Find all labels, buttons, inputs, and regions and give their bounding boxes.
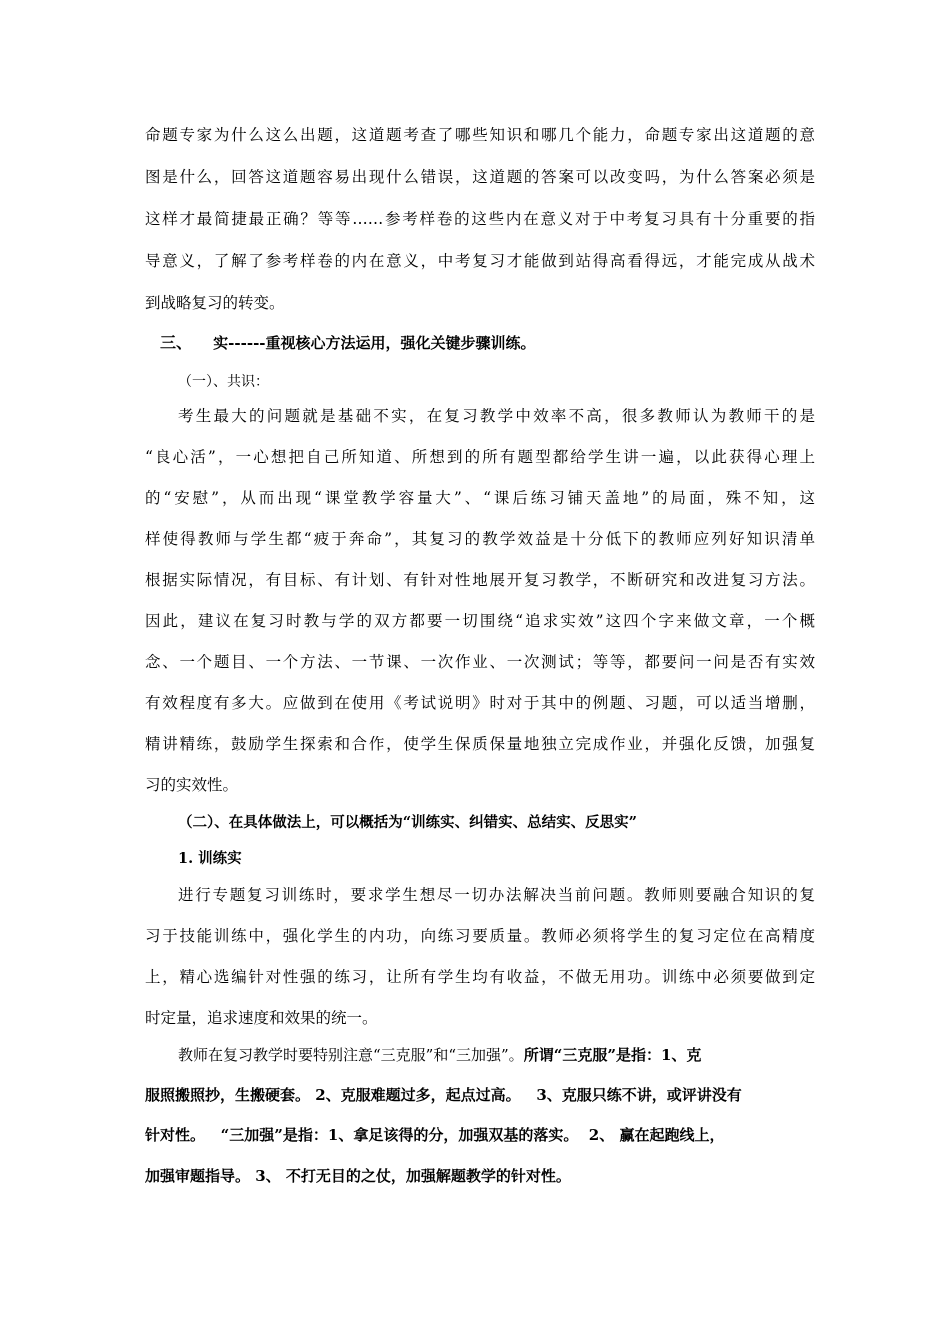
paragraph-line: 样使得教师与学生都“疲于奔命”，其复习的教学效益是十分低下的教师应列好知识清单 [145,530,815,548]
paragraph-line: 根据实际情况，有目标、有计划、有针对性地展开复习教学，不断研究和改进复习方法。 [145,571,815,589]
paragraph-line: 导意义，了解了参考样卷的内在意义，中考复习才能做到站得高看得远，才能完成从战术 [145,252,815,270]
paragraph-line: 的“安慰”，从而出现“课堂教学容量大”、“课后练习铺天盖地”的局面，殊不知，这 [145,489,815,507]
paragraph-line: 命题专家为什么这么出题，这道题考查了哪些知识和哪几个能力，命题专家出这道题的意 [145,126,815,144]
paragraph-line: 有效程度有多大。应做到在使用《考试说明》时对于其中的例题、习题，可以适当增删， [145,694,815,712]
paragraph-line: 服照搬照抄，生搬硬套。 2、克服难题过多，起点过高。 3、克服只练不讲，或评讲没有 [145,1086,742,1104]
paragraph-line: 针对性。 “三加强”是指：1、拿足该得的分，加强双基的落实。 2、 赢在起跑线上， [145,1126,725,1144]
section-title: 实------重视核心方法运用，强化关键步骤训练。 [213,334,536,352]
paragraph-line: 习的实效性。 [145,776,239,794]
section-heading [160,333,536,353]
subsection-title: （一）、共识： [178,374,269,390]
paragraph-line: 上，精心选编针对性强的练习，让所有学生均有收益，不做无用功。训练中必须要做到定 [145,968,815,986]
paragraph-line: 精讲精练，鼓励学生探索和合作，使学生保质保量地独立完成作业，并强化反馈，加强复 [145,735,815,753]
paragraph-line: 时定量，追求速度和效果的统一。 [145,1009,378,1027]
item-title: 1. 训练实 [178,850,242,867]
paragraph-line: 这样才最简捷最正确？等等……参考样卷的这些内在意义对于中考复习具有十分重要的指 [145,210,815,228]
paragraph-line: 念、一个题目、一个方法、一节课、一次作业、一次测试；等等，都要问一问是否有实效 [145,653,815,671]
paragraph-line: 进行专题复习训练时，要求学生想尽一切办法解决当前问题。教师则要融合知识的复 [178,886,815,904]
paragraph-text: 教师在复习教学时要特别注意“三克服”和“三加强”。 [178,1046,524,1064]
subsection-title: （二）、在具体做法上，可以概括为“训练实、纠错实、总结实、反思实” [178,814,637,831]
paragraph-line: 因此，建议在复习时教与学的双方都要一切围绕“追求实效”这四个字来做文章，一个概 [145,612,815,630]
section-number: 三、 [160,333,193,352]
paragraph-line: 考生最大的问题就是基础不实，在复习教学中效率不高，很多教师认为教师干的是 [178,407,815,425]
paragraph-line: 图是什么，回答这道题容易出现什么错误，这道题的答案可以改变吗，为什么答案必须是 [145,168,815,186]
paragraph-line [178,1045,815,1065]
paragraph-line: 到战略复习的转变。 [145,294,285,312]
paragraph-line: “良心活”，一心想把自己所知道、所想到的所有题型都给学生讲一遍，以此获得心理上 [145,448,815,466]
paragraph-line: 加强审题指导。 3、 不打无目的之仗，加强解题教学的针对性。 [145,1167,571,1185]
paragraph-text-bold: 所谓“三克服”是指：1、克 [523,1046,702,1064]
paragraph-line: 习于技能训练中，强化学生的内功，向练习要质量。教师必须将学生的复习定位在高精度 [145,927,815,945]
